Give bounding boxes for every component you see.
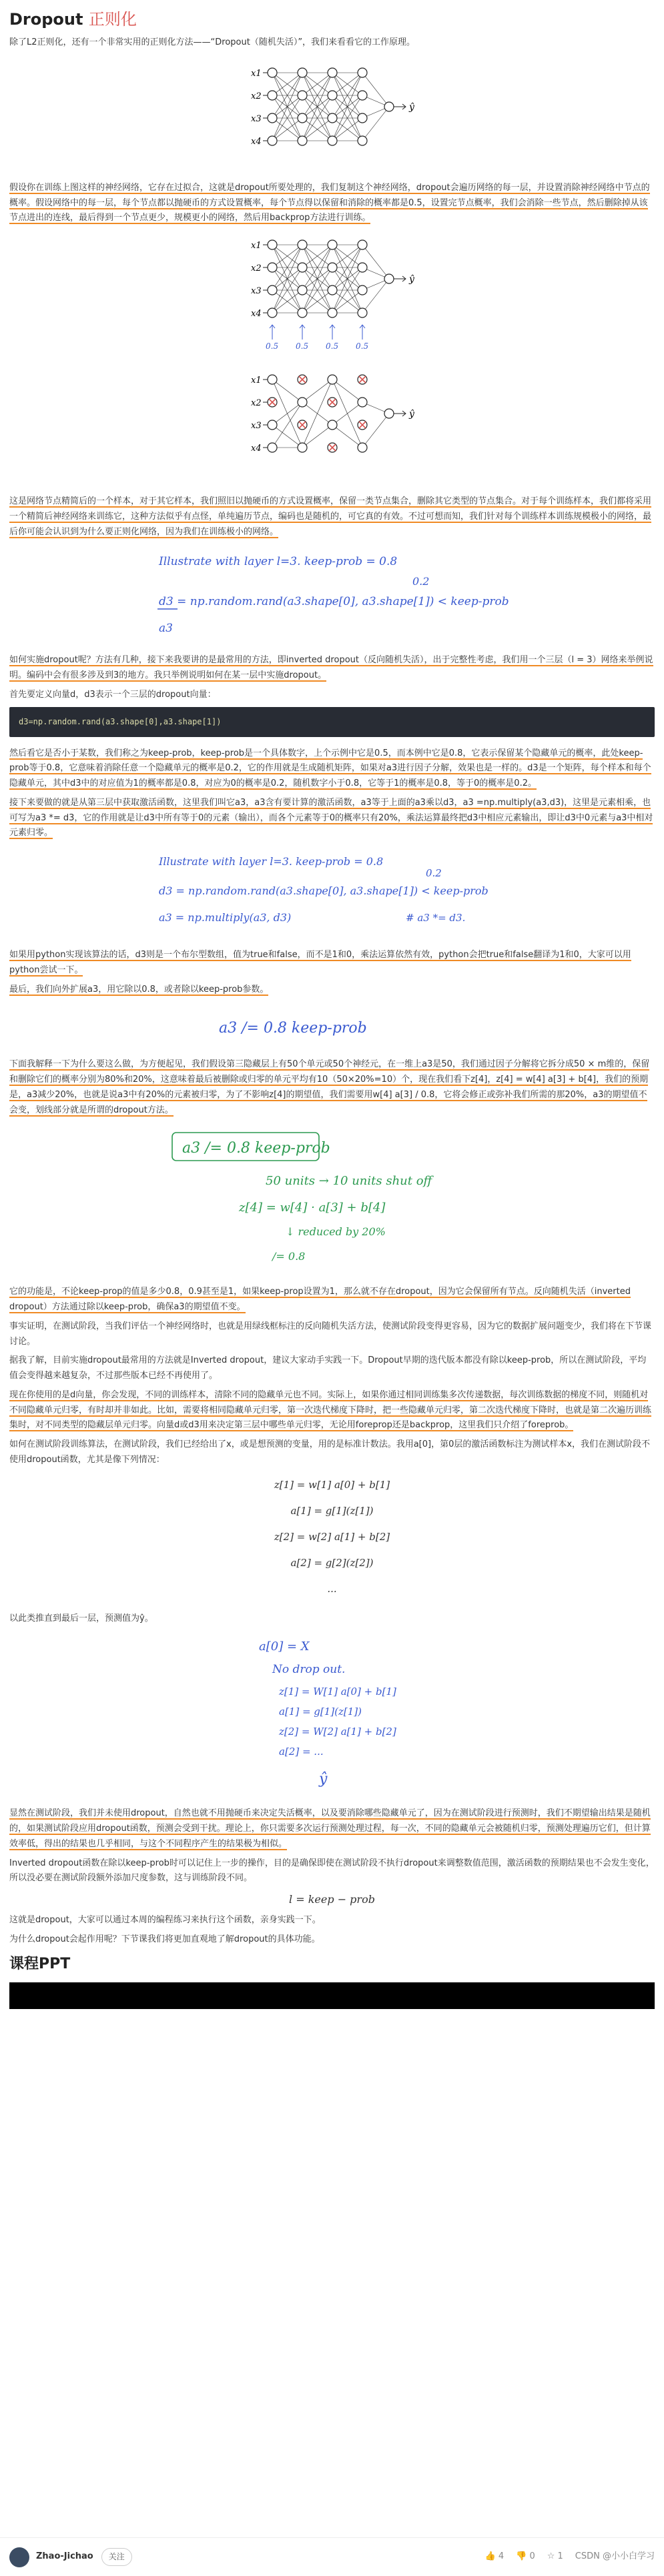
hand5-line6: a[2] = ... xyxy=(278,1746,324,1758)
network-node xyxy=(298,91,307,100)
hand1-line3: d3 = np.random.rand(a3.shape[0], a3.shape[1]) < keep-prob xyxy=(158,595,509,609)
code-line: d3=np.random.rand(a3.shape[0],a3.shape[1]) xyxy=(19,716,222,726)
hand1-line1: Illustrate with layer l=3. keep-prob = 0.8 xyxy=(158,555,397,569)
output-label: ŷ xyxy=(408,274,414,285)
network-node xyxy=(268,240,277,249)
para-extract: 接下来要做的就是从第三层中获取激活函数，这里我们叫它a3，a3含有要计算的激活函数，a3等于上面的a3乘以d3，a3 =np.multiply(a3,d3)，这里是元素相乘，也可写为a3 *= d3，它的作用就是让d3中所有等于0的元素（输出），而各个元素等于0的概率只有20%，乘法运算最终把d3中相应元素输出，即让d3中0元素与a3中相对元素归零。 xyxy=(9,797,653,838)
network-node xyxy=(298,443,307,452)
star-button[interactable]: ☆ 1 xyxy=(547,2551,563,2562)
para-history: 据我了解，目前实施dropout最常用的方法就是Inverted dropout，建议大家动手实践一下。Dropout早期的迭代版本都没有除以keep-prob，所以在测试阶段，平均值会变得越来越复杂，不过那些版本已经不再使用了。 xyxy=(9,1355,647,1381)
output-arrow xyxy=(394,411,406,416)
hand5-line5: z[2] = W[2] a[1] + b[2] xyxy=(278,1726,396,1738)
network-node xyxy=(268,136,277,145)
hand5-line4: a[1] = g[1](z[1]) xyxy=(278,1706,362,1718)
prob-arrow xyxy=(360,325,365,340)
network-node xyxy=(328,68,337,77)
equation-4: a[2] = g[2](z[2]) xyxy=(290,1556,374,1569)
network-node xyxy=(268,285,277,295)
figure-full-network xyxy=(9,56,655,173)
input-label: x3 xyxy=(250,286,262,297)
network-node xyxy=(358,285,367,295)
input-label: x1 xyxy=(250,68,262,79)
formula: l = keep − prob xyxy=(289,1893,375,1906)
prob-arrow xyxy=(300,325,305,340)
hand5-line7: ŷ xyxy=(318,1771,327,1788)
handwritten-notes-3 xyxy=(192,1003,472,1049)
figure-handwritten-4 xyxy=(9,1123,655,1277)
para-intro: 除了L2正则化，还有一个非常实用的正则化方法——“Dropout（随机失活）”，我们来看看它的工作原理。 xyxy=(9,37,416,48)
handwritten-notes-5 xyxy=(206,1632,459,1798)
network-node xyxy=(358,308,367,317)
article-title: Dropout 正则化 xyxy=(9,10,137,29)
para-divide: 最后，我们向外扩展a3，用它除以0.8，或者除以keep-prob参数。 xyxy=(9,984,269,995)
network-node xyxy=(328,420,337,430)
input-label: x3 xyxy=(250,421,262,432)
equation-3: z[2] = w[2] a[1] + b[2] xyxy=(274,1530,390,1543)
ppt-image xyxy=(9,1982,655,2009)
network-edge xyxy=(332,402,362,425)
network-node xyxy=(268,443,277,452)
para-assume: 假设你在训练上图这样的神经网络，它存在过拟合，这就是dropout所要处理的，我们复制这个神经网络，dropout会遍历网络的每一层，并设置消除神经网络中节点的概率。假设网络中的每一层，每个节点都以抛硬币的方式设置概率，每个节点得以保留和消除的概率都是0.5，设置完节点概率，我们会消除一些节点，然后删除掉从该节点进出的连线，最后得到一个节点更少，规模更小的网络，然后用backprop方法进行训练。 xyxy=(9,182,650,223)
input-label: x2 xyxy=(250,91,262,101)
network-node xyxy=(358,443,367,452)
watermark: CSDN @小小白学习 xyxy=(575,2551,655,2562)
network-edge xyxy=(332,425,362,448)
network-edge xyxy=(362,245,389,279)
figure-handwritten-5 xyxy=(9,1632,655,1798)
network-node xyxy=(358,240,367,249)
equation-5: ... xyxy=(327,1582,337,1595)
network-node xyxy=(298,308,307,317)
figure-dropped-network xyxy=(9,360,655,486)
ppt-heading: 课程PPT xyxy=(9,1955,71,1972)
network-node xyxy=(298,285,307,295)
hand5-line3: z[1] = W[1] a[0] + b[1] xyxy=(278,1686,396,1698)
network-edge xyxy=(362,279,389,313)
hand2-line3: d3 = np.random.rand(a3.shape[0], a3.shape[1]) < keep-prob xyxy=(158,884,488,898)
output-arrow xyxy=(394,104,406,109)
output-label: ŷ xyxy=(408,101,414,113)
input-label: x2 xyxy=(250,263,262,274)
network-edge xyxy=(362,73,389,107)
network-node xyxy=(298,240,307,249)
hand5-line2: No drop out. xyxy=(272,1663,345,1677)
equation-block xyxy=(9,1472,655,1602)
para-function: 它的功能是，不论keep-prop的值是多少0.8，0.9甚至是1，如果keep-prop设置为1，那么就不存在dropout，因为它会保留所有节点。反向随机失活（inverted dropout）方法通过除以keep-prob，确保a3的期望值不变。 xyxy=(9,1287,631,1313)
network-diagram-full xyxy=(246,56,419,173)
para-notused: 显然在测试阶段，我们并未使用dropout，自然也就不用抛硬币来决定失活概率，以及要消除哪些隐藏单元了，因为在测试阶段进行预测时，我们不期望输出结果是随机的，如果测试阶段应用dropout函数，预测会受到干扰。理论上，你只需要多次运行预测处理过程，每一次，不同的隐藏单元会被随机归零，预测处理遍历它们，但计算效率低，得出的结果也几乎相同，与这个不同程序产生的结果极为相似。 xyxy=(9,1808,651,1849)
hand4-line1: a3 /= 0.8 keep-prob xyxy=(182,1140,330,1157)
network-edge xyxy=(272,380,302,402)
para-small: 这是网络节点精简后的一个样本，对于其它样本，我们照旧以抛硬币的方式设置概率，保留一类节点集合，删除其它类型的节点集合。对于每个训练样本，我们都将采用一个精简后神经网络来训练它，这种方法似乎有点怪，单纯遍历节点，编码也是随机的，可它真的有效。不过可想而知，我们针对每个训练样本训练规模极小的网络，最后你可能会认识到为什么要正则化网络，因为我们在训练极小的网络。 xyxy=(9,496,652,537)
network-edge xyxy=(302,425,332,448)
prob-arrow xyxy=(270,325,275,340)
para-define: 首先要定义向量d，d3表示一个三层的dropout向量： xyxy=(9,689,216,700)
input-label: x4 xyxy=(250,136,262,147)
hand1-line2: 0.2 xyxy=(412,575,429,588)
network-node xyxy=(298,136,307,145)
prob-label: 0.5 xyxy=(325,342,338,352)
network-node xyxy=(384,274,394,283)
prob-label: 0.5 xyxy=(295,342,308,352)
network-node xyxy=(298,68,307,77)
avatar[interactable] xyxy=(9,2547,29,2567)
hand1-line4: a3 xyxy=(158,622,173,636)
network-node xyxy=(358,136,367,145)
para-last: 以此类推直到最后一层，预测值为ŷ。 xyxy=(9,1613,153,1624)
prob-label: 0.5 xyxy=(265,342,278,352)
network-edge xyxy=(272,425,302,448)
article xyxy=(0,9,664,2009)
figure-handwritten-2 xyxy=(9,846,655,940)
hand4-line5: /= 0.8 xyxy=(272,1250,305,1263)
input-label: x1 xyxy=(250,376,262,386)
network-edge xyxy=(302,380,332,402)
network-diagram-probs xyxy=(246,231,419,352)
para-fact: 事实证明，在测试阶段，当我们评估一个神经网络时，也就是用绿线框标注的反向随机失活方法，使测试阶段变得更容易，因为它的数据扩展问题变少，我们将在下节课讨论。 xyxy=(9,1321,652,1347)
para-vector: 现在你使用的是d向量，你会发现，不同的训练样本，清除不同的隐藏单元也不同。实际上，如果你通过相同训练集多次传递数据，每次训练数据的梯度不同，则随机对不同隐藏单元归零，有时却并非如此。比如，需要将相同隐藏单元归零，第一次迭代梯度下降时，把一些隐藏单元归零，第二次迭代梯度下降时，也就是第二次遍历训练集时，对不同类型的隐藏层单元归零。向量d或d3用来决定第三层中哪些单元归零，无论用foreprop还是backprop，这里我们只介绍了foreprob。 xyxy=(9,1389,652,1431)
input-label: x1 xyxy=(250,241,262,251)
hand5-line1: a[0] = X xyxy=(258,1640,310,1654)
figure-handwritten-1 xyxy=(9,545,655,645)
network-node xyxy=(328,136,337,145)
para-test: 如何在测试阶段训练算法，在测试阶段，我们已经给出了x，或是想预测的变量，用的是标准计数法。我用a[0]，第0层的激活函数标注为测试样本x，我们在测试阶段不使用dropout函数，尤其是像下列情况： xyxy=(9,1439,651,1465)
author-name[interactable]: Zhao-Jichao xyxy=(36,2551,93,2562)
para-inverted: Inverted dropout函数在除以keep-prob时可以记住上一步的操作，目的是确保即使在测试阶段不执行dropout来调整数值范围，激活函数的预期结果也不会发生变化，所以没必要在测试阶段额外添加尺度参数，这与训练阶段不同。 xyxy=(9,1858,655,1884)
network-edge xyxy=(272,402,302,425)
footer-bar xyxy=(0,2537,664,2576)
input-label: x4 xyxy=(250,444,262,454)
para-why: 为什么dropout会起作用呢？下节课我们将更加直观地了解dropout的具体功能。 xyxy=(9,1934,320,1944)
network-node xyxy=(268,91,277,100)
network-node xyxy=(268,375,277,384)
prob-label: 0.5 xyxy=(355,342,368,352)
hand4-line4: ↓ reduced by 20% xyxy=(285,1225,386,1239)
equation-1: z[1] = w[1] a[0] + b[1] xyxy=(274,1478,390,1491)
hand4-line2: 50 units → 10 units shut off xyxy=(265,1174,432,1189)
network-edge xyxy=(332,380,362,402)
network-node xyxy=(358,398,367,407)
para-summary: 这就是dropout，大家可以通过本周的编程练习来执行这个函数，亲身实践一下。 xyxy=(9,1915,321,1926)
handwritten-notes-2 xyxy=(145,846,519,940)
network-node xyxy=(358,91,367,100)
handwritten-notes-1 xyxy=(145,545,519,645)
hand2-line1: Illustrate with layer l=3. keep-prob = 0.8 xyxy=(158,855,383,868)
input-label: x3 xyxy=(250,113,262,124)
output-arrow xyxy=(394,276,406,281)
para-how: 如何实施dropout呢？方法有几种，接下来我要讲的是最常用的方法，即inverted dropout（反向随机失活），出于完整性考虑，我们用一个三层（l = 3）网络来举例说明。编码中会有很多涉及到3的地方。我只举例说明如何在某一层中实施dropout。 xyxy=(9,655,653,681)
dislike-button[interactable]: 👎 0 xyxy=(516,2551,535,2562)
network-node xyxy=(298,263,307,272)
network-edge xyxy=(302,380,332,448)
hand2-line5: # a3 *= d3. xyxy=(405,912,465,924)
figure-handwritten-3 xyxy=(9,1003,655,1049)
network-node xyxy=(358,113,367,123)
title-suffix: 正则化 xyxy=(88,10,137,29)
network-node xyxy=(328,91,337,100)
footer-stats xyxy=(485,2549,655,2565)
output-label: ŷ xyxy=(408,409,414,420)
hand4-line3: z[4] = w[4] · a[3] + b[4] xyxy=(238,1201,385,1215)
network-node xyxy=(358,68,367,77)
para-explain: 下面我解释一下为什么要这么做，为方便起见，我们假设第三隐藏层上有50个单元或50个神经元，在一维上a3是50，我们通过因子分解将它拆分成50 × m维的，保留和删除它们的概率分别为80%和20%，这意味着最后被删除或归零的单元平均有10（50×20%=10）个，现在我们看下z[4]，z[4] = w[4] a[3] + b[4]，我们的预期是，a3减少20%，也就是说a3中有20%的元素被归零，为了不影响z[4]的期望值，我们需要用w[4] a[3] / 0.8，它将会修正或弥补我们所需的那20%，a3的期望值不会变，划线部分就是所谓的dropout方法。 xyxy=(9,1059,650,1115)
hand2-line2: 0.2 xyxy=(425,867,442,880)
handwritten-notes-4 xyxy=(132,1123,533,1277)
like-button[interactable]: 👍 4 xyxy=(484,2551,505,2562)
network-node xyxy=(358,263,367,272)
network-node xyxy=(328,308,337,317)
follow-button[interactable]: 关注 xyxy=(101,2548,132,2566)
hand3-line: a3 /= 0.8 keep-prob xyxy=(218,1020,367,1037)
hand2-line4: a3 = np.multiply(a3, d3) xyxy=(158,911,291,924)
network-node xyxy=(268,68,277,77)
equation-2: a[1] = g[1](z[1]) xyxy=(290,1504,374,1517)
input-label: x2 xyxy=(250,398,262,409)
prob-arrow xyxy=(330,325,335,340)
para-keepprob: 然后看它是否小于某数，我们称之为keep-prob，keep-prob是一个具体数字，上个示例中它是0.5，而本例中它是0.8，它表示保留某个隐藏单元的概率，此处keep-prob等于0.8，它意味着消除任意一个隐藏单元的概率是0.2，它的作用就是生成随机矩阵，如果对a3进行因子分解，效果也是一样的。d3是一个矩阵，每个样本和每个隐藏单元，其中d3中的对应值为1的概率都是0.8，对应为0的概率是0.2，随机数字小于0.8，它等于1的概率是0.8，等于0的概率是0.2。 xyxy=(9,748,651,789)
network-node xyxy=(328,240,337,249)
network-node xyxy=(298,113,307,123)
input-label: x4 xyxy=(250,309,262,319)
network-node xyxy=(384,409,394,418)
network-node xyxy=(268,308,277,317)
network-node xyxy=(268,113,277,123)
network-edge xyxy=(362,414,389,448)
code-block xyxy=(9,707,655,737)
network-node xyxy=(328,113,337,123)
network-node xyxy=(328,375,337,384)
network-node xyxy=(328,285,337,295)
figure-prob-network xyxy=(9,231,655,352)
network-node xyxy=(298,398,307,407)
network-diagram-dropped xyxy=(246,360,419,486)
network-edge xyxy=(362,107,389,141)
network-node xyxy=(268,420,277,430)
para-python: 如果用python实现该算法的话，d3则是一个布尔型数组，值为true和false，而不是1和0，乘法运算依然有效，python会把true和false翻译为1和0，大家可以用python尝试一下。 xyxy=(9,950,631,975)
network-node xyxy=(328,263,337,272)
network-node xyxy=(268,263,277,272)
network-node xyxy=(384,102,394,111)
